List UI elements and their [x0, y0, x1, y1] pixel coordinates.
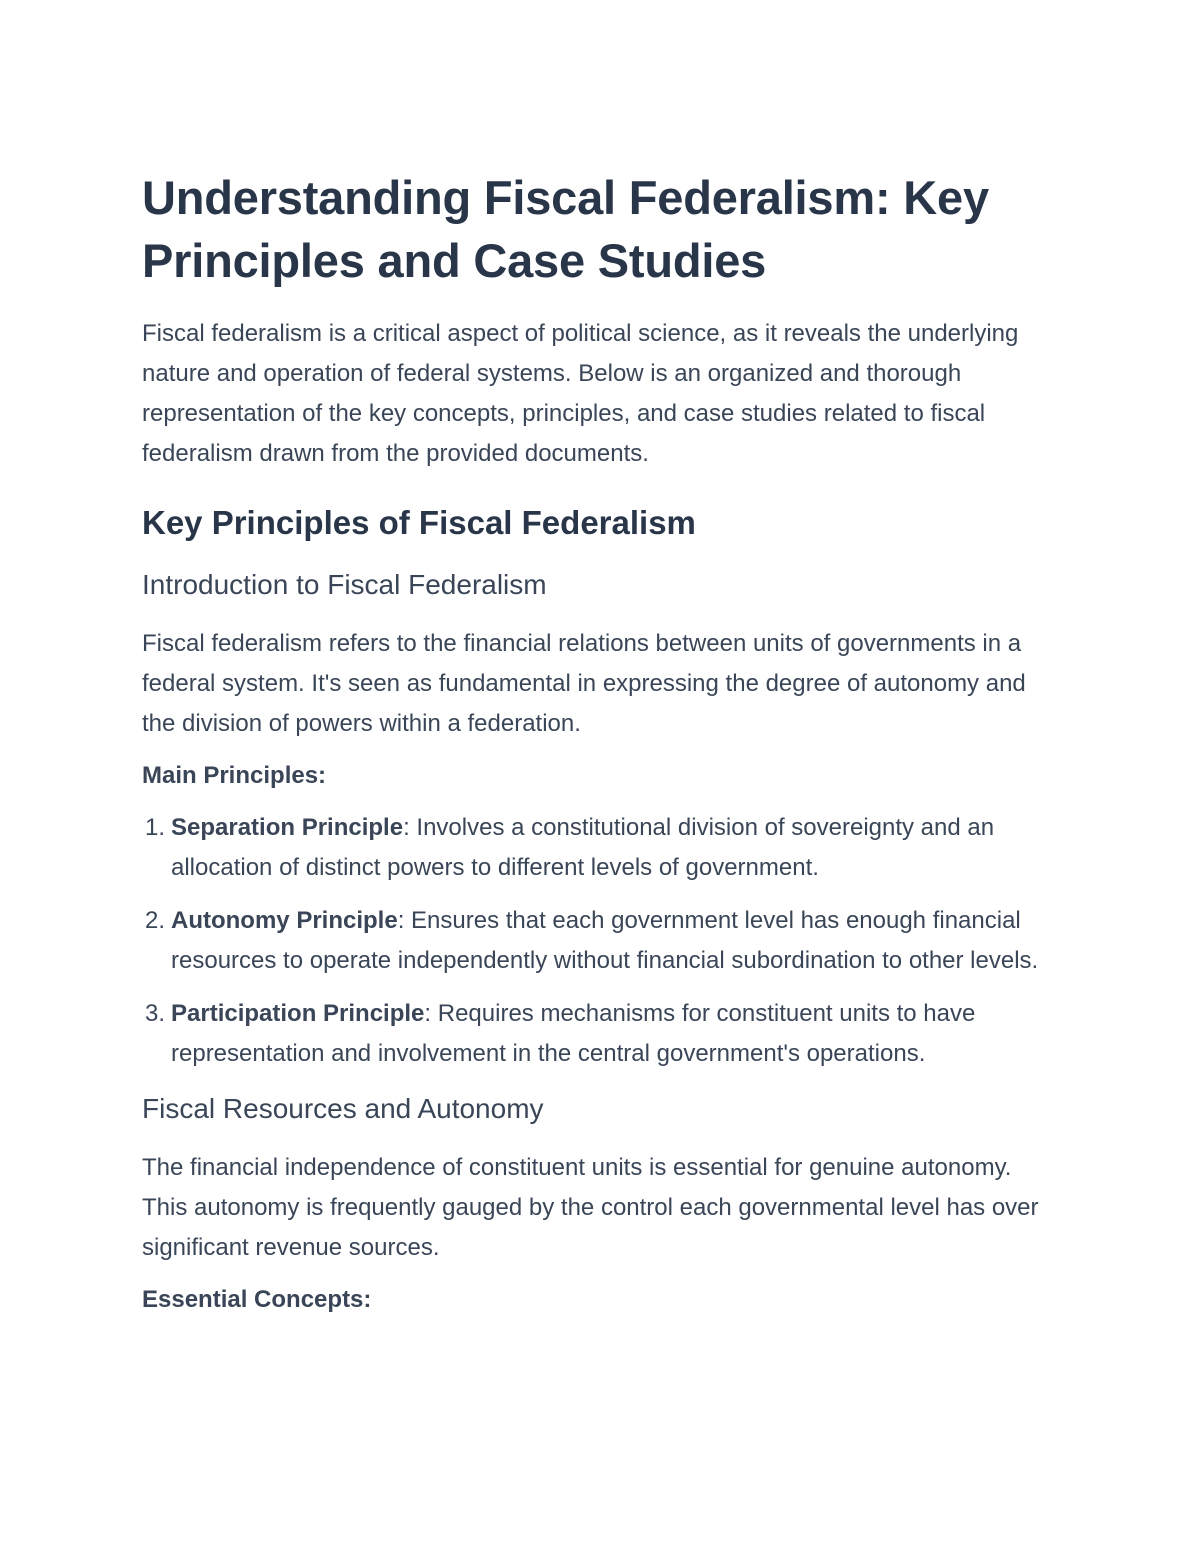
- introduction-paragraph: Fiscal federalism refers to the financial relations between units of governments in a federal system. It's seen as fundamental in expressing the degree of autonomy and the division of powers within a federation.: [142, 630, 1026, 737]
- list-item: [142, 901, 1047, 981]
- list-item-term: Autonomy Principle: [171, 907, 398, 934]
- document-title: Understanding Fiscal Federalism: Key Principles and Case Studies: [142, 171, 989, 287]
- list-item: [142, 808, 1047, 888]
- main-principles-label: Main Principles:: [142, 762, 327, 789]
- list-item-text: : Involves a constitutional division of sovereignty and an allocation of distinct powers to different levels of government.: [171, 814, 995, 881]
- list-item-term: Participation Principle: [171, 1000, 425, 1027]
- list-item-text: : Requires mechanisms for constituent units to have representation and involvement in the central government's operations.: [171, 1000, 976, 1067]
- list-item-text: : Ensures that each government level has enough financial resources to operate independently without financial subordination to other levels.: [171, 907, 1039, 974]
- list-item-number: 1.: [145, 814, 166, 841]
- section-heading: Key Principles of Fiscal Federalism: [142, 504, 696, 541]
- subsection-heading-introduction: Introduction to Fiscal Federalism: [142, 569, 547, 600]
- list-item-number: 2.: [145, 907, 166, 934]
- list-item-number: 3.: [145, 1000, 166, 1027]
- list-item: [142, 994, 1047, 1074]
- principles-list: [142, 808, 1047, 1074]
- subsection-heading-fiscal-resources: Fiscal Resources and Autonomy: [142, 1093, 544, 1124]
- list-item-term: Separation Principle: [171, 814, 404, 841]
- intro-paragraph: Fiscal federalism is a critical aspect of political science, as it reveals the underlying nature and operation of federal systems. Below is an organized and thorough representation of the key concepts, principles, and case studies related to fiscal federalism drawn from the provided documents.: [142, 320, 1019, 467]
- essential-concepts-label: Essential Concepts:: [142, 1286, 372, 1313]
- document-page: [142, 166, 1047, 1320]
- fiscal-resources-paragraph: The financial independence of constituent units is essential for genuine autonomy. This autonomy is frequently gauged by the control each governmental level has over significant revenue sources.: [142, 1154, 1039, 1261]
